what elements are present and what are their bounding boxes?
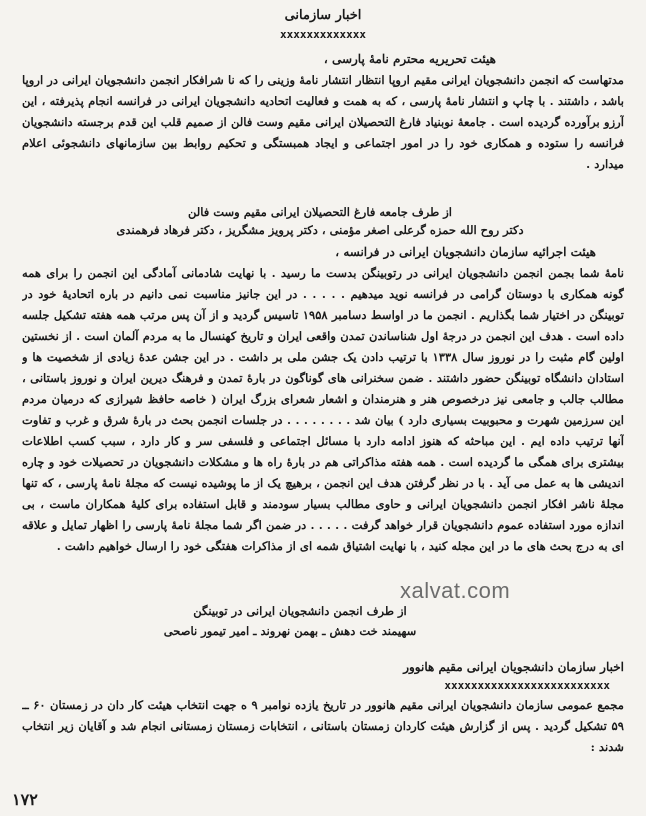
- section3-heading: اخبار سازمان دانشجویان ایرانی مقیم هانوور: [403, 660, 624, 674]
- title-rule: xxxxxxxxxxxxx: [279, 28, 367, 41]
- page-title: اخبار سازمانی: [284, 8, 362, 23]
- section2-salutation: هیئت اجرائیه سازمان دانشجویان ایرانی در فرانسه ،: [335, 245, 596, 259]
- section1-salutation: هیئت تحریریه محترم نامهٔ پارسی ،: [323, 52, 496, 66]
- section2-signoff: از طرف انجمن دانشجویان ایرانی در توبینگن: [193, 604, 407, 618]
- section3-body: مجمع عمومی سازمان دانشجویان ایرانی مقیم هانوور در تاریخ یازده نوامبر ۹ ه جهت انتخاب هیئت کار دان در زمستان ۶۰ ــ ۵۹ تشکیل گردید . پس از گزارش هیئت کاردان زمستان باستانی ، انتخابات زمستان زمستانی انجام شد و آقایان زیر انتخاب شدند :: [22, 698, 624, 754]
- page-number: ۱۷۲: [12, 790, 38, 809]
- section3-rule: xxxxxxxxxxxxxxxxxxxxxxxxx: [444, 679, 610, 692]
- section1-body: مدتهاست که انجمن دانشجویان ایرانی مقیم اروپا انتظار انتشار نامهٔ وزینی را که نا شرافکار انجمن دانشجویان ایرانی در اروپا باشد ، داشتند . با چاپ و انتشار نامهٔ پارسی ، که به همت و فعالیت اتحادیه دانشجویان ایرانی در فرانسه انجام پذیرفته ، این آرزو برآورده گردیده است . جامعهٔ نوبنیاد فارغ التحصیلان ایرانی مقیم وست فالن از صمیم قلب این قدم برجسته دانشجویان فرانسه را ستوده و همکاری خود را در امور اجتماعی و ایجاد همبستگی و تحکیم روابط بین سازمانهای دانشجوئی اعلام میدارد .: [22, 73, 624, 171]
- section2-body: نامهٔ شما بجمن انجمن دانشجویان ایرانی در رتوبینگن بدست ما رسید . با نهایت شادمانی آمادگی این انجمن را برای همه گونه همکاری با دوستان گرامی در فرانسه نوید میدهیم . . . . . در این جانیز مناسبت نمی دانیم در باره اتحادیهٔ خود در توبینگن در اختیار شما بگذاریم . انجمن ما در اواسط دسامبر ۱۹۵۸ تاسیس گردید و از آن پس مرتب همه هفته تشکیل جلسه داده است . هدف این انجمن در درجهٔ اول شناساندن تمدن واقعی ایران و تاریخ کهنسال ما به مردم آلمان است . از نخستین اولین گام مثبت را در نوروز سال ۱۳۳۸ با ترتیب دادن یک جشن ملی بر داشت . در این جشن عدهٔ زیادی از شخصیت ها و استادان دانشگاه توبینگن حضور داشتند . ضمن سخنرانی های گوناگون در بارهٔ تمدن و فرهنگ دیرین ایران و نوروز باستانی ، مطالب جالب و جامعی نیز درخصوص هنر و هنرمندان و اشعار شعرای بزرگ ایران ( خاصه حافظ شیرازی که درمیان مردم این سرزمین شهرت و محبوبیت بسیاری دارد ) بیان شد . . . . . . . . در جلسات انجمن بحث در بارهٔ شرق و غرب و تفاوت آنها ترتیب داده ایم . این مباحثه که هنوز ادامه دارد با مسائل اجتماعی و فلسفی سر و کار دارد ، سبب کسب اطلاعات بیشتری برای همگی ما گردیده است . همه هفته مذاکراتی هم در بارهٔ راه ها و مشکلات دانشجویان در تحصیلات خود و چاره اندیشی ها به عمل می آید . با در نظر گرفتن هدف این انجمن ، برهیچ یک از ما پوشیده نیست که مجلهٔ نامهٔ پارسی ، که تنها مجلهٔ ناشر افکار انجمن دانشجویان ایرانی و حاوی مطالب بسیار سودمند و قابل استفاده برای کلیهٔ همکاران ماست ، بی اندازه مورد استفاده عموم دانشجویان قرار خواهد گرفت . . . . . در ضمن اگر شما مجلهٔ نامهٔ پارسی را اظهار تمایل و علاقه ای به درج بحث های ما در این مجله کنید ، با نهایت اشتیاق شمه ای از مذاکرات هفتگی خود را ارسال خواهیم داشت .: [22, 266, 624, 553]
- section1-signers: دکتر روح الله حمزه گرعلی اصغر مؤمنی ، دکتر پرویز مشگریز ، دکتر فرهاد فرهمندی: [116, 223, 524, 237]
- section2-signers: سهیمند خت دهش ـ بهمن نهروند ـ امیر تیمور ناصحی: [163, 624, 417, 638]
- watermark: xalvat.com: [400, 578, 511, 603]
- section1-signoff: از طرف جامعه فارغ التحصیلان ایرانی مقیم وست فالن: [187, 205, 452, 219]
